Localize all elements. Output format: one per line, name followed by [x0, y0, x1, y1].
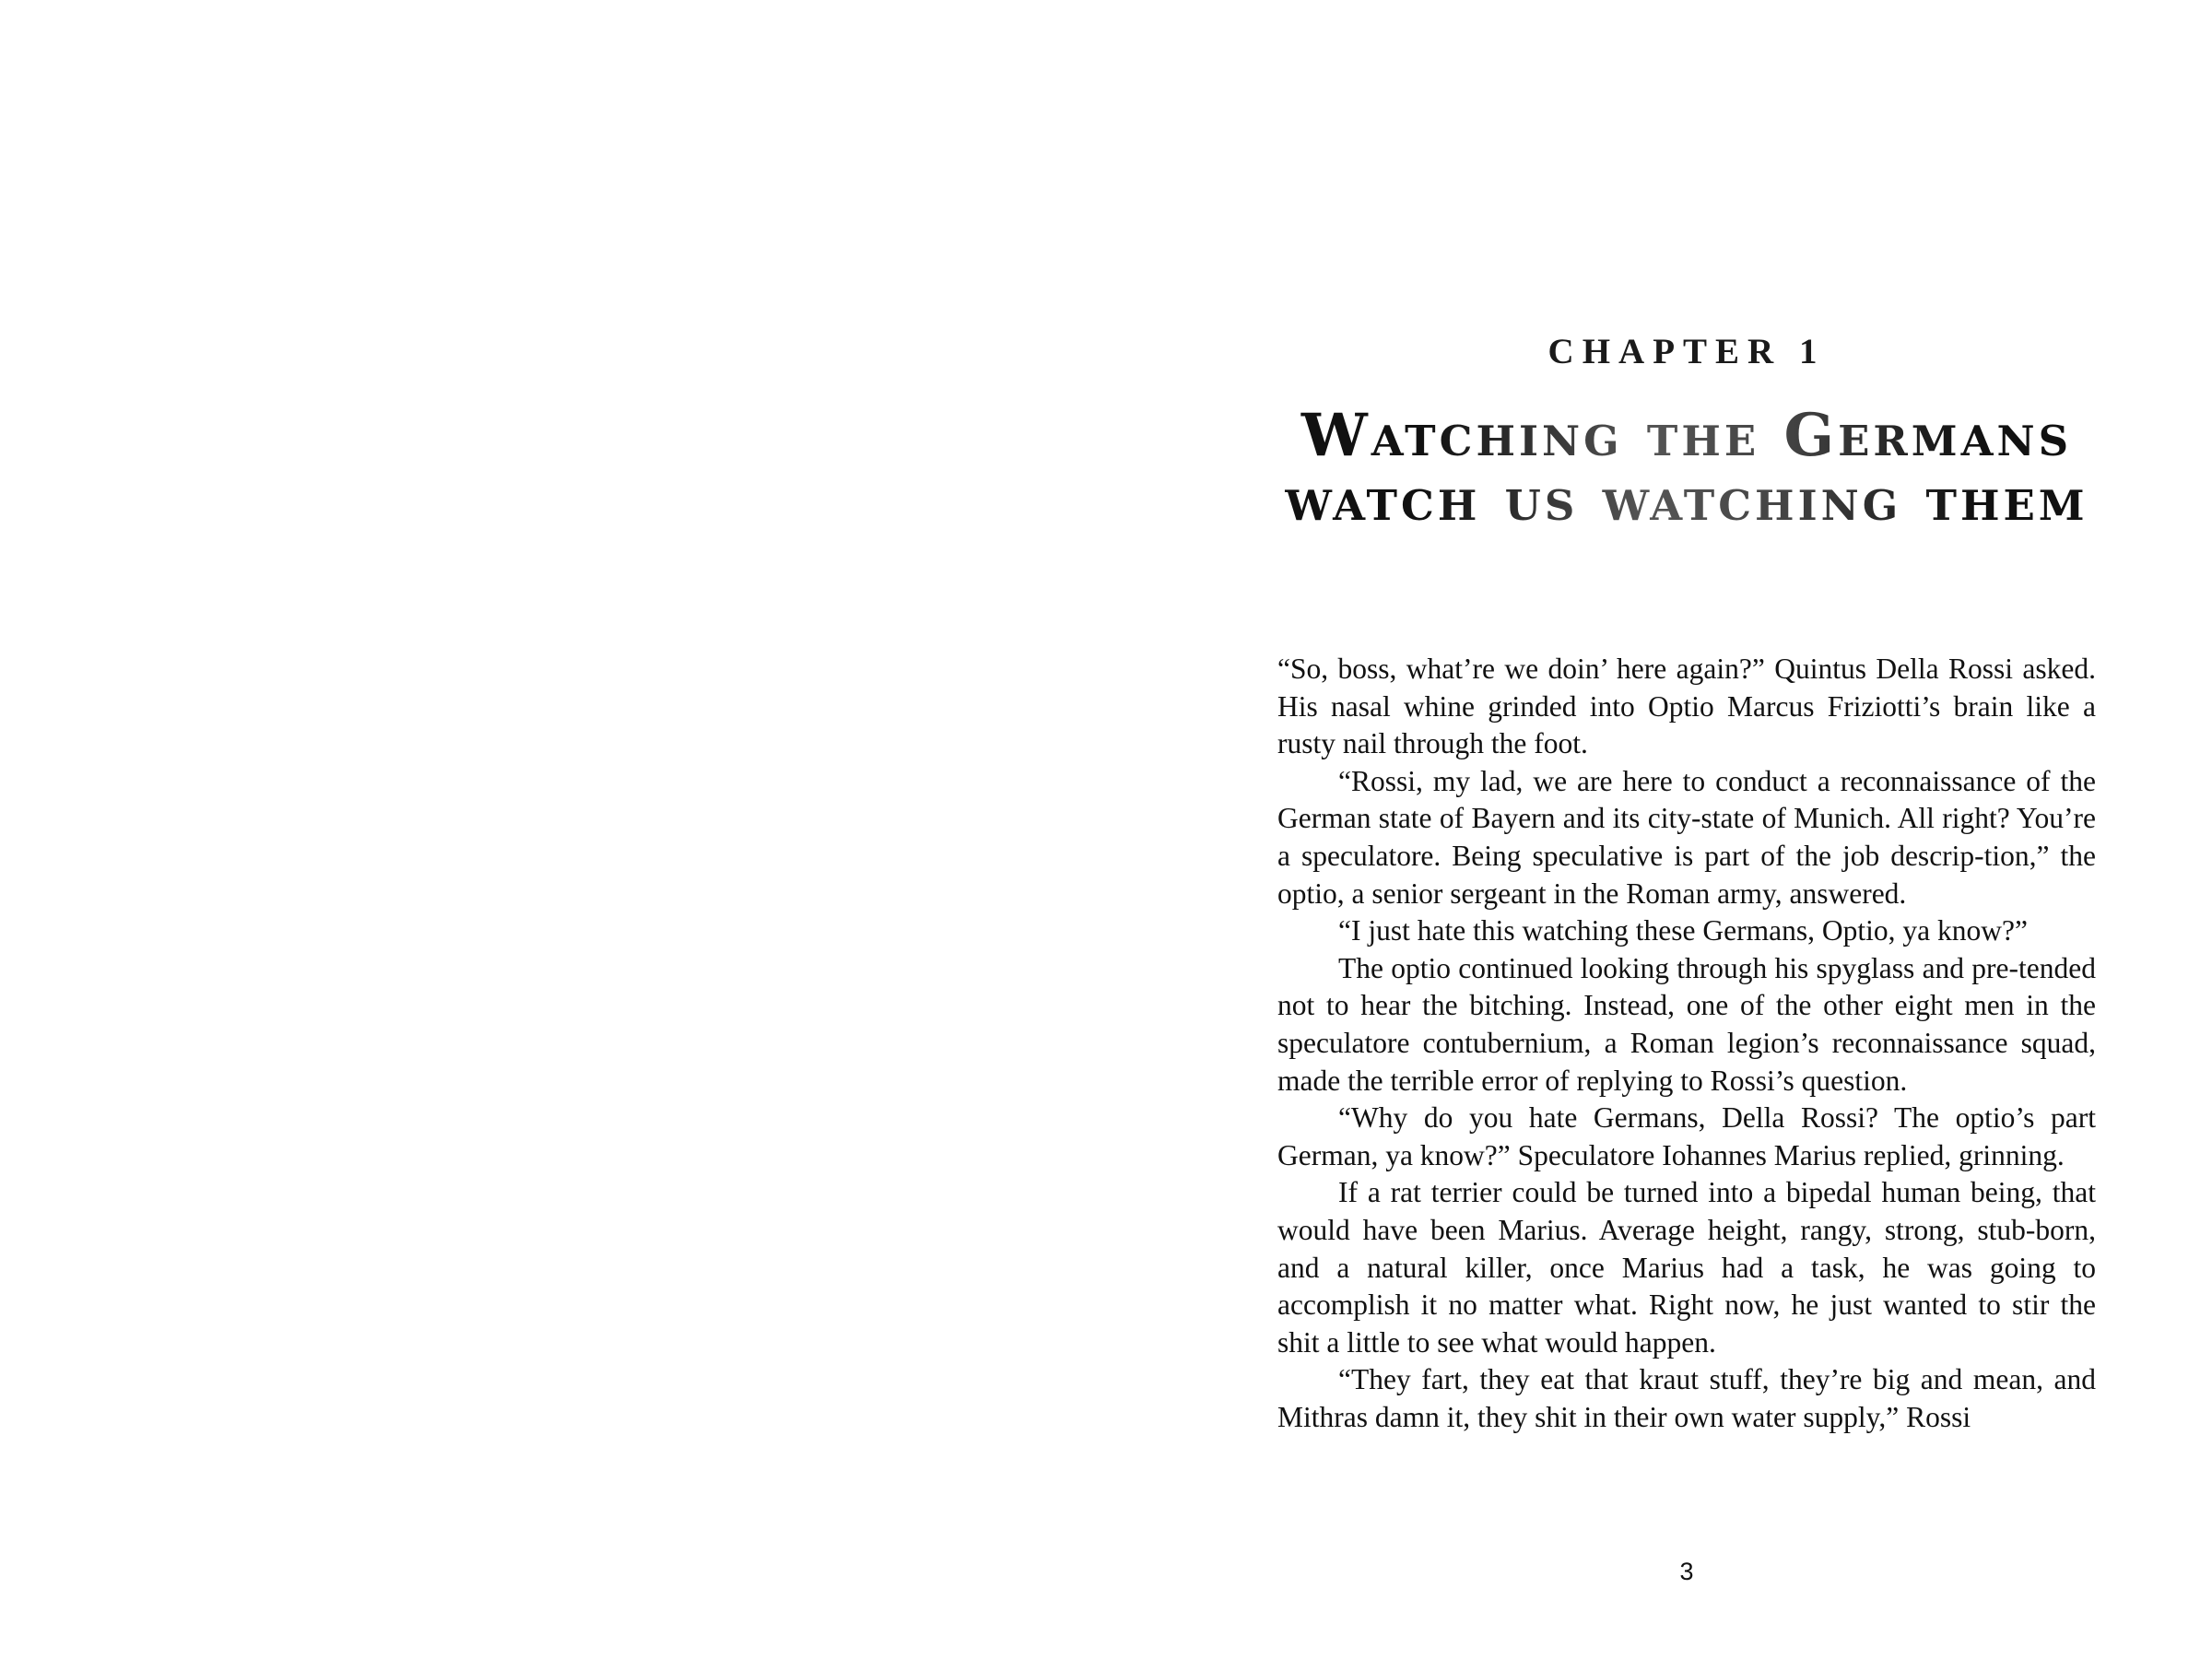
- paragraph: “I just hate this watching these Germans, Optio, ya know?”: [1338, 914, 2028, 947]
- paragraph: If a rat terrier could be turned into a bipedal human being, that would have been Marius. Average height, rangy, strong, stub-born, and a natural killer, once Marius had a task, he was going to accomplish it no matter what. Right now, he just wanted to stir the shit a little to see what would happen.: [1277, 1176, 2096, 1359]
- right-page: [1106, 0, 2212, 1659]
- paragraph: “So, boss, what’re we doin’ here again?” Quintus Della Rossi asked. His nasal whine grinded into Optio Marcus Friziotti’s brain like a rusty nail through the foot.: [1277, 653, 2096, 760]
- chapter-label: CHAPTER 1: [1547, 332, 1826, 371]
- chapter-title: [1277, 401, 2096, 535]
- chapter-body-text: [1277, 651, 2096, 1436]
- chapter-title-line-2: watch us watching them: [1285, 465, 2088, 535]
- paragraph: The optio continued looking through his spyglass and pre-tended not to hear the bitching. Instead, one of the other eight men in the speculatore contubernium, a Roman legion’s reconnaissance squad, made the terrible error of replying to Rossi’s question.: [1277, 951, 2096, 1097]
- paragraph: “Rossi, my lad, we are here to conduct a reconnaissance of the German state of Bayern and its city-state of Munich. All right? You’re a speculatore. Being speculative is part of the job descrip-tion,” the optio, a senior sergeant in the Roman army, answered.: [1277, 764, 2096, 910]
- paragraph: “Why do you hate Germans, Della Rossi? The optio’s part German, ya know?” Speculatore Iohannes Marius replied, grinning.: [1277, 1101, 2096, 1171]
- chapter-title-line-1: Watching the Germans: [1300, 401, 2073, 470]
- paragraph: “They fart, they eat that kraut stuff, they’re big and mean, and Mithras damn it, they shit in their own water supply,” Rossi: [1277, 1363, 2096, 1433]
- page-number: 3: [1679, 1558, 1694, 1585]
